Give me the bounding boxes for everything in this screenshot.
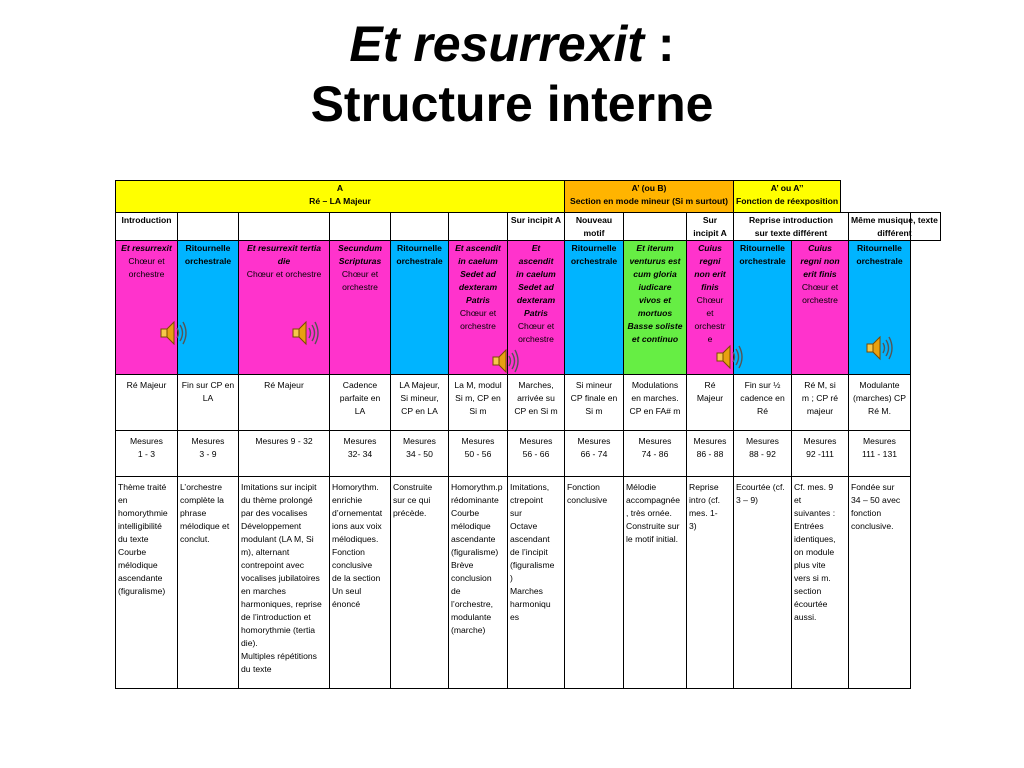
tonality-cell: LA Majeur, Si mineur, CP en LA — [390, 374, 449, 431]
latin-text: Et iterum venturus est cum gloria iudicare vivos et mortuos Basse soliste et continuo — [627, 243, 683, 344]
comment-cell: Imitations sur incipit du thème prolongé par des vocalises Développement modulant (LA M, Si m), alternant contrepoint avec vocalises jubilatoires en marches harmoniques, reprise de l’introduction et homorythmie (tertia die). Multiples répétitions du texte — [238, 476, 330, 689]
section-header-a-prime: A’ (ou B) Section en mode mineur (Si m surtout) — [564, 180, 734, 213]
tonality-cell: Ré M, si m ; CP ré majeur — [791, 374, 849, 431]
performer-text: Ritournelle orchestrale — [184, 243, 232, 266]
tonality-cell: Modulations en marches. CP en FA# m — [623, 374, 687, 431]
subheader-cell — [329, 212, 391, 241]
subheader-cell: Introduction — [115, 212, 178, 241]
tonality-cell: Ré Majeur — [115, 374, 178, 431]
performer-text: Chœur et orchestr e — [694, 295, 726, 344]
latin-text: Et resurrexit — [121, 243, 172, 253]
performer-text: Ritournelle orchestrale — [739, 243, 786, 266]
performer-text: Chœur et orchestre — [246, 269, 322, 279]
measures-cell: Mesures 66 - 74 — [564, 430, 624, 477]
section-header-a-double-prime: A’ ou A’’ Fonction de réexposition — [733, 180, 841, 213]
measures-cell: Mesures 34 - 50 — [390, 430, 449, 477]
tonality-cell: Fin sur ½ cadence en Ré — [733, 374, 792, 431]
title-colon: : — [644, 16, 675, 72]
tonality-cell: Fin sur CP en LA — [177, 374, 239, 431]
performer-text: Chœur et orchestre — [517, 321, 555, 344]
speaker-sound-icon[interactable] — [714, 342, 744, 372]
comment-cell: Fondée sur 34 – 50 avec fonction conclusive. — [848, 476, 911, 689]
measures-cell: Mesures 111 - 131 — [848, 430, 911, 477]
measures-cell: Mesures 88 - 92 — [733, 430, 792, 477]
subheader-cell — [177, 212, 239, 241]
tonality-cell: Si mineur CP finale en Si m — [564, 374, 624, 431]
comment-cell: Ecourtée (cf. 3 – 9) — [733, 476, 792, 689]
performer-text: Ritournelle orchestrale — [570, 243, 618, 266]
latin-text: Et resurrexit tertia die — [246, 243, 322, 266]
subheader-cell — [238, 212, 330, 241]
text-cell — [115, 240, 178, 375]
latin-text: Cuius regni non erit finis — [800, 243, 840, 279]
tonality-cell: Ré Majeur — [686, 374, 734, 431]
tonality-cell: La M, modul Si m, CP en Si m — [448, 374, 508, 431]
title-line2: Structure interne — [310, 76, 714, 132]
text-cell — [623, 240, 687, 375]
latin-text: Et ascendit in caelum Sedet ad dexteram Patris — [455, 243, 501, 305]
performer-text: Ritournelle orchestrale — [396, 243, 443, 266]
measures-cell: Mesures 56 - 66 — [507, 430, 565, 477]
measures-cell: Mesures 50 - 56 — [448, 430, 508, 477]
section-header-a: A Ré – LA Majeur — [115, 180, 565, 213]
measures-cell: Mesures 9 - 32 — [238, 430, 330, 477]
speaker-sound-icon[interactable] — [490, 346, 520, 376]
speaker-sound-icon[interactable] — [290, 318, 320, 348]
comment-cell: Reprise intro (cf. mes. 1- 3) — [686, 476, 734, 689]
measures-cell: Mesures 92 -111 — [791, 430, 849, 477]
subheader-cell — [623, 212, 687, 241]
text-cell — [564, 240, 624, 375]
comment-cell: Homorythm. enrichie d’ornementat ions aux voix mélodiques. Fonction conclusive de la section Un seul énoncé — [329, 476, 391, 689]
performer-text: Chœur et orchestre — [801, 282, 839, 305]
comment-cell: Imitations, ctrepoint sur Octave ascendant de l’incipit (figuralisme ) Marches harmoniqu es — [507, 476, 565, 689]
performer-text: Chœur et orchestre — [459, 308, 497, 331]
subheader-cell: Nouveau motif — [564, 212, 624, 241]
title-italic: Et resurrexit — [349, 16, 645, 72]
subheader-cell — [448, 212, 508, 241]
subheader-cell: Sur incipit A — [507, 212, 565, 241]
latin-text: Cuius regni non erit finis — [694, 243, 726, 292]
subheader-cell: Sur incipit A — [686, 212, 734, 241]
latin-text: Et ascendit in caelum Sedet ad dexteram Patris — [516, 243, 556, 318]
text-cell — [329, 240, 391, 375]
text-cell — [791, 240, 849, 375]
measures-cell: Mesures 74 - 86 — [623, 430, 687, 477]
performer-text: Chœur et orchestre — [341, 269, 379, 292]
comment-cell: Thème traité en homorythmie intelligibilité du texte Courbe mélodique ascendante (figuralisme) — [115, 476, 178, 689]
comment-cell: Mélodie accompagnée , très ornée. Construite sur le motif initial. — [623, 476, 687, 689]
measures-cell: Mesures 1 - 3 — [115, 430, 178, 477]
tonality-cell: Cadence parfaite en LA — [329, 374, 391, 431]
comment-cell: Cf. mes. 9 et suivantes : Entrées identiques, on module plus vite vers si m. section écourtée aussi. — [791, 476, 849, 689]
measures-cell: Mesures 86 - 88 — [686, 430, 734, 477]
speaker-sound-icon[interactable] — [864, 333, 894, 363]
text-cell — [390, 240, 449, 375]
tonality-cell: Ré Majeur — [238, 374, 330, 431]
tonality-cell: Modulante (marches) CP Ré M. — [848, 374, 911, 431]
measures-cell: Mesures 32- 34 — [329, 430, 391, 477]
tonality-cell: Marches, arrivée su CP en Si m — [507, 374, 565, 431]
latin-text: Secundum Scripturas — [338, 243, 382, 266]
subheader-reprise: Reprise introduction sur texte différent — [733, 212, 849, 241]
performer-text: Chœur et orchestre — [128, 256, 165, 279]
text-cell — [238, 240, 330, 375]
comment-cell: Fonction conclusive — [564, 476, 624, 689]
comment-cell: L’orchestre complète la phrase mélodique et conclut. — [177, 476, 239, 689]
comment-cell: Construite sur ce qui précède. — [390, 476, 449, 689]
speaker-sound-icon[interactable] — [158, 318, 188, 348]
performer-text: Ritournelle orchestrale — [856, 243, 903, 266]
subheader-cell — [390, 212, 449, 241]
text-cell — [177, 240, 239, 375]
comment-cell: Homorythm.p rédominante Courbe mélodique ascendante (figuralisme) Brève conclusion de l’orchestre, modulante (marche) — [448, 476, 508, 689]
subheader-meme-musique: Même musique, texte différent — [848, 212, 941, 241]
measures-cell: Mesures 3 - 9 — [177, 430, 239, 477]
